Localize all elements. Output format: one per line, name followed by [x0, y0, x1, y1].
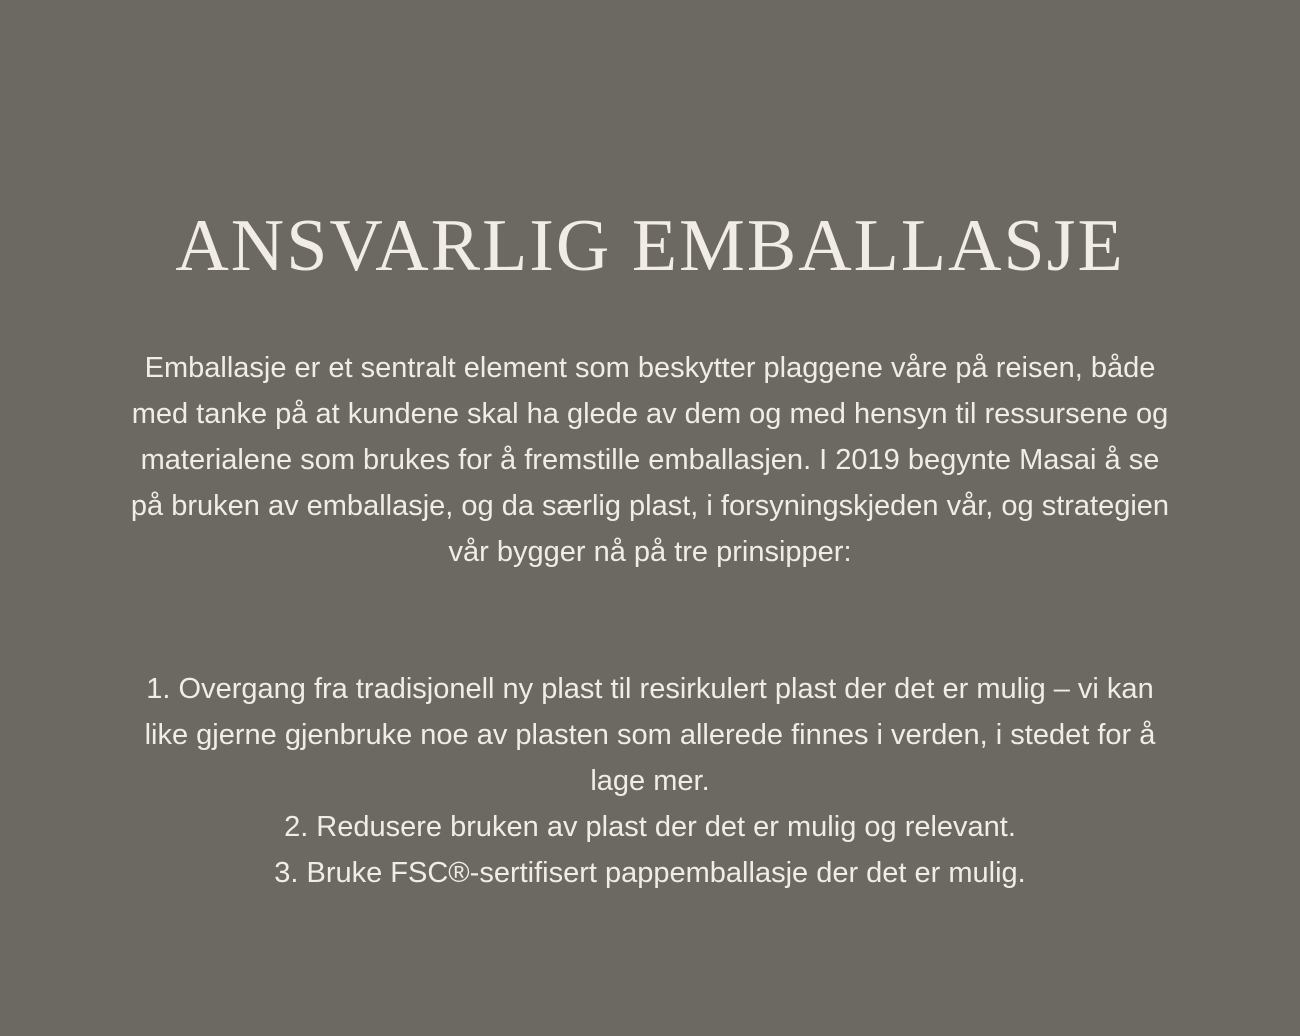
list-item: 3. Bruke FSC®-sertifisert pappemballasje der det er mulig.	[274, 857, 1026, 889]
list-item: 2. Redusere bruken av plast der det er mulig og relevant.	[284, 811, 1016, 843]
list-item: 1. Overgang fra tradisjonell ny plast til resirkulert plast der det er mulig – vi kan like gjerne gjenbruke noe av plasten som allerede finnes i verden, i stedet for å lage mer.	[144, 673, 1156, 797]
intro-paragraph: Emballasje er et sentralt element som beskytter plaggene våre på reisen, både med tanke på at kundene skal ha glede av dem og med hensyn til ressursene og materialene som brukes for å fremstille emballasjen. I 2019 begynte Masai å se på bruken av emballasje, og da særlig plast, i forsyningskjeden vår, og strategien vår bygger nå på tre prinsipper:	[130, 352, 1170, 568]
principles-list	[130, 666, 1170, 896]
section-title: ANSVARLIG EMBALLASJE	[175, 205, 1125, 287]
